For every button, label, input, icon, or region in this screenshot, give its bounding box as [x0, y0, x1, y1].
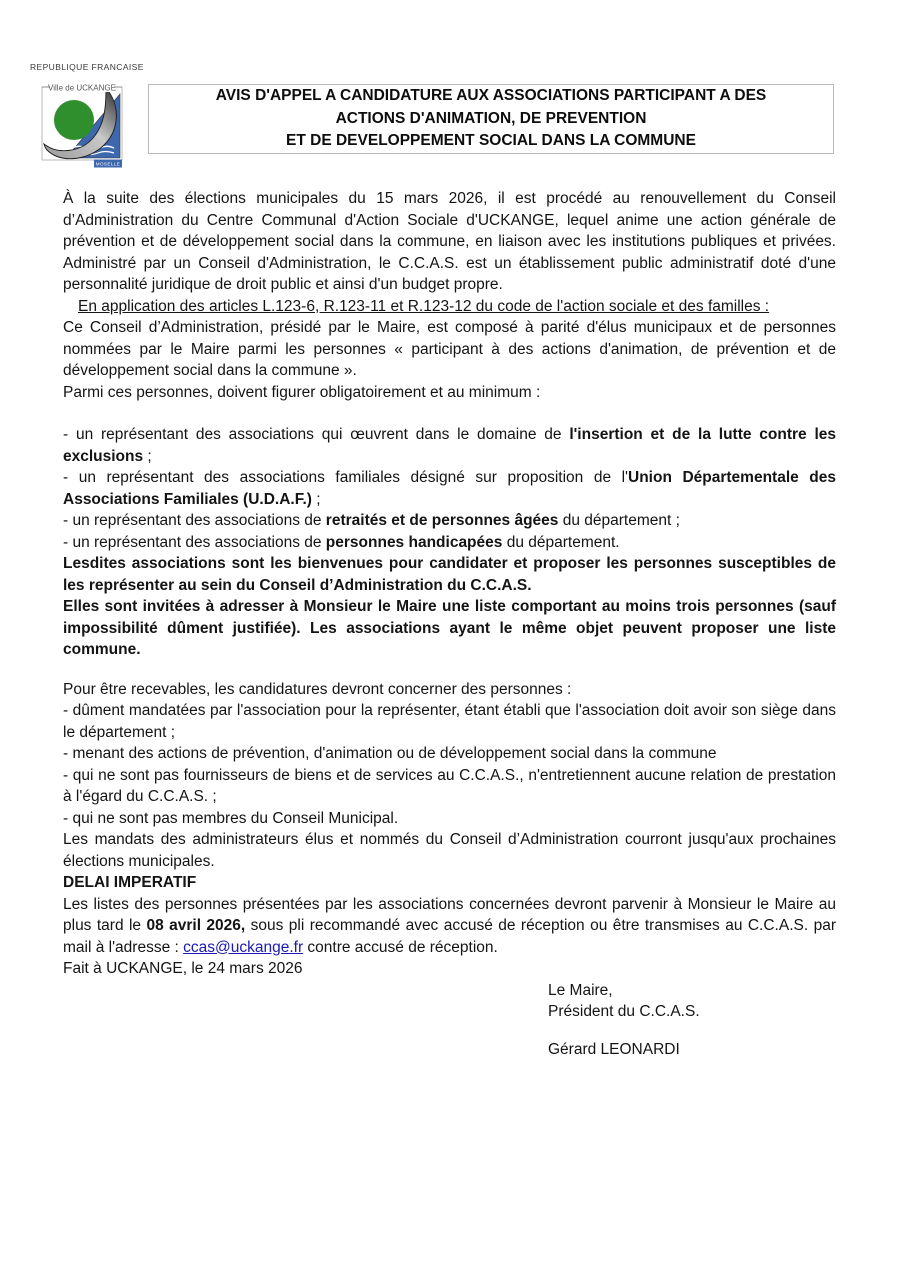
ville-uckange-logo: [36, 78, 128, 170]
candidacy-invitation-paragraph-2: Elles sont invitées à adresser à Monsieur le Maire une liste comportant au moins trois personnes (sauf impossibilité dûment justifiée). Les associations ayant le même objet peuvent proposer une liste commune.: [63, 598, 836, 658]
representative-item: - un représentant des associations familiales désigné sur proposition de l'Union Départementale des Associations Familiales (U.D.A.F.) ;: [63, 469, 837, 508]
logo-green-circle: [54, 100, 94, 140]
deadline-paragraph: Les listes des personnes présentées par les associations concernées devront parvenir à Monsieur le Maire au plus tard le 08 avril 2026, sous pli recommandé avec accusé de réception ou être transmises au C.C.A.S. par mail à l'adresse : ccas@uckange.fr contre accusé de réception.: [63, 895, 836, 956]
representative-item: - un représentant des associations de personnes handicapées du département.: [63, 533, 620, 551]
eligibility-intro: Pour être recevables, les candidatures devront concerner des personnes :: [63, 680, 572, 698]
legal-reference-heading: En application des articles L.123-6, R.123-11 et R.123-12 du code de l'action sociale et des familles :: [78, 297, 770, 315]
signature-block: [548, 980, 836, 1061]
notice-title-line: AVIS D'APPEL A CANDIDATURE AUX ASSOCIATIONS PARTICIPANT A DES: [215, 87, 767, 105]
deadline-heading: DELAI IMPERATIF: [63, 874, 197, 891]
logo-moselle-label: MOSELLE: [95, 161, 121, 167]
republique-francaise-label: REPUBLIQUE FRANCAISE: [30, 62, 144, 72]
document-body: [63, 188, 836, 1060]
notice-title: [148, 84, 834, 154]
email-link[interactable]: ccas@uckange.fr: [183, 938, 304, 956]
mandates-paragraph: Les mandats des administrateurs élus et nommés du Conseil d’Administration courront jusqu'aux prochaines élections municipales.: [63, 831, 836, 870]
notice-title-line: ET DE DEVELOPPEMENT SOCIAL DANS LA COMMUNE: [286, 132, 696, 150]
signature-role-2: Président du C.C.A.S.: [548, 1003, 700, 1020]
eligibility-item: - dûment mandatées par l'association pour la représenter, étant établi que l'association doit avoir son siège dans le département ;: [63, 702, 836, 741]
eligibility-item: - menant des actions de prévention, d'animation ou de développement social dans la commune: [63, 745, 717, 762]
eligibility-item: - qui ne sont pas fournisseurs de biens et de services au C.C.A.S., n'entretiennent aucune relation de prestation à l'égard du C.C.A.S. ;: [63, 766, 836, 805]
minimum-representatives-intro: Parmi ces personnes, doivent figurer obligatoirement et au minimum :: [63, 383, 541, 401]
notice-title-line: ACTIONS D'ANIMATION, DE PREVENTION: [335, 109, 647, 127]
signature-role-1: Le Maire,: [548, 981, 613, 999]
signatory-name: Gérard LEONARDI: [548, 1040, 680, 1058]
eligibility-section: [63, 679, 836, 830]
representatives-list: [63, 424, 836, 553]
logo-ville-label: Ville de UCKANGE: [48, 83, 116, 93]
representative-item: - un représentant des associations de retraités et de personnes âgées du département ;: [63, 512, 680, 529]
composition-paragraph: Ce Conseil d’Administration, présidé par le Maire, est composé à parité d'élus municipaux et de personnes nommées par le Maire parmi les personnes « participant à des actions d'animation, de prévention et de développement social dans la commune ».: [63, 319, 836, 379]
closing-date: Fait à UCKANGE, le 24 mars 2026: [63, 960, 303, 977]
intro-paragraph: À la suite des élections municipales du 15 mars 2026, il est procédé au renouvellement du Conseil d’Administration du Centre Communal d'Action Sociale d'UCKANGE, lequel anime une action générale de prévention et de développement social dans la commune, en liaison avec les institutions publiques et privées. Administré par un Conseil d'Administration, le C.C.A.S. est un établissement public administratif doté d'une personnalité juridique de droit public et ainsi d'un budget propre.: [63, 190, 836, 293]
candidacy-invitation-paragraph-1: Lesdites associations sont les bienvenues pour candidater et proposer les personnes susceptibles de les représenter au sein du Conseil d’Administration du C.C.A.S.: [63, 555, 836, 594]
representative-item: - un représentant des associations qui œuvrent dans le domaine de l'insertion et de la lutte contre les exclusions ;: [63, 426, 836, 465]
eligibility-item: - qui ne sont pas membres du Conseil Municipal.: [63, 809, 399, 827]
